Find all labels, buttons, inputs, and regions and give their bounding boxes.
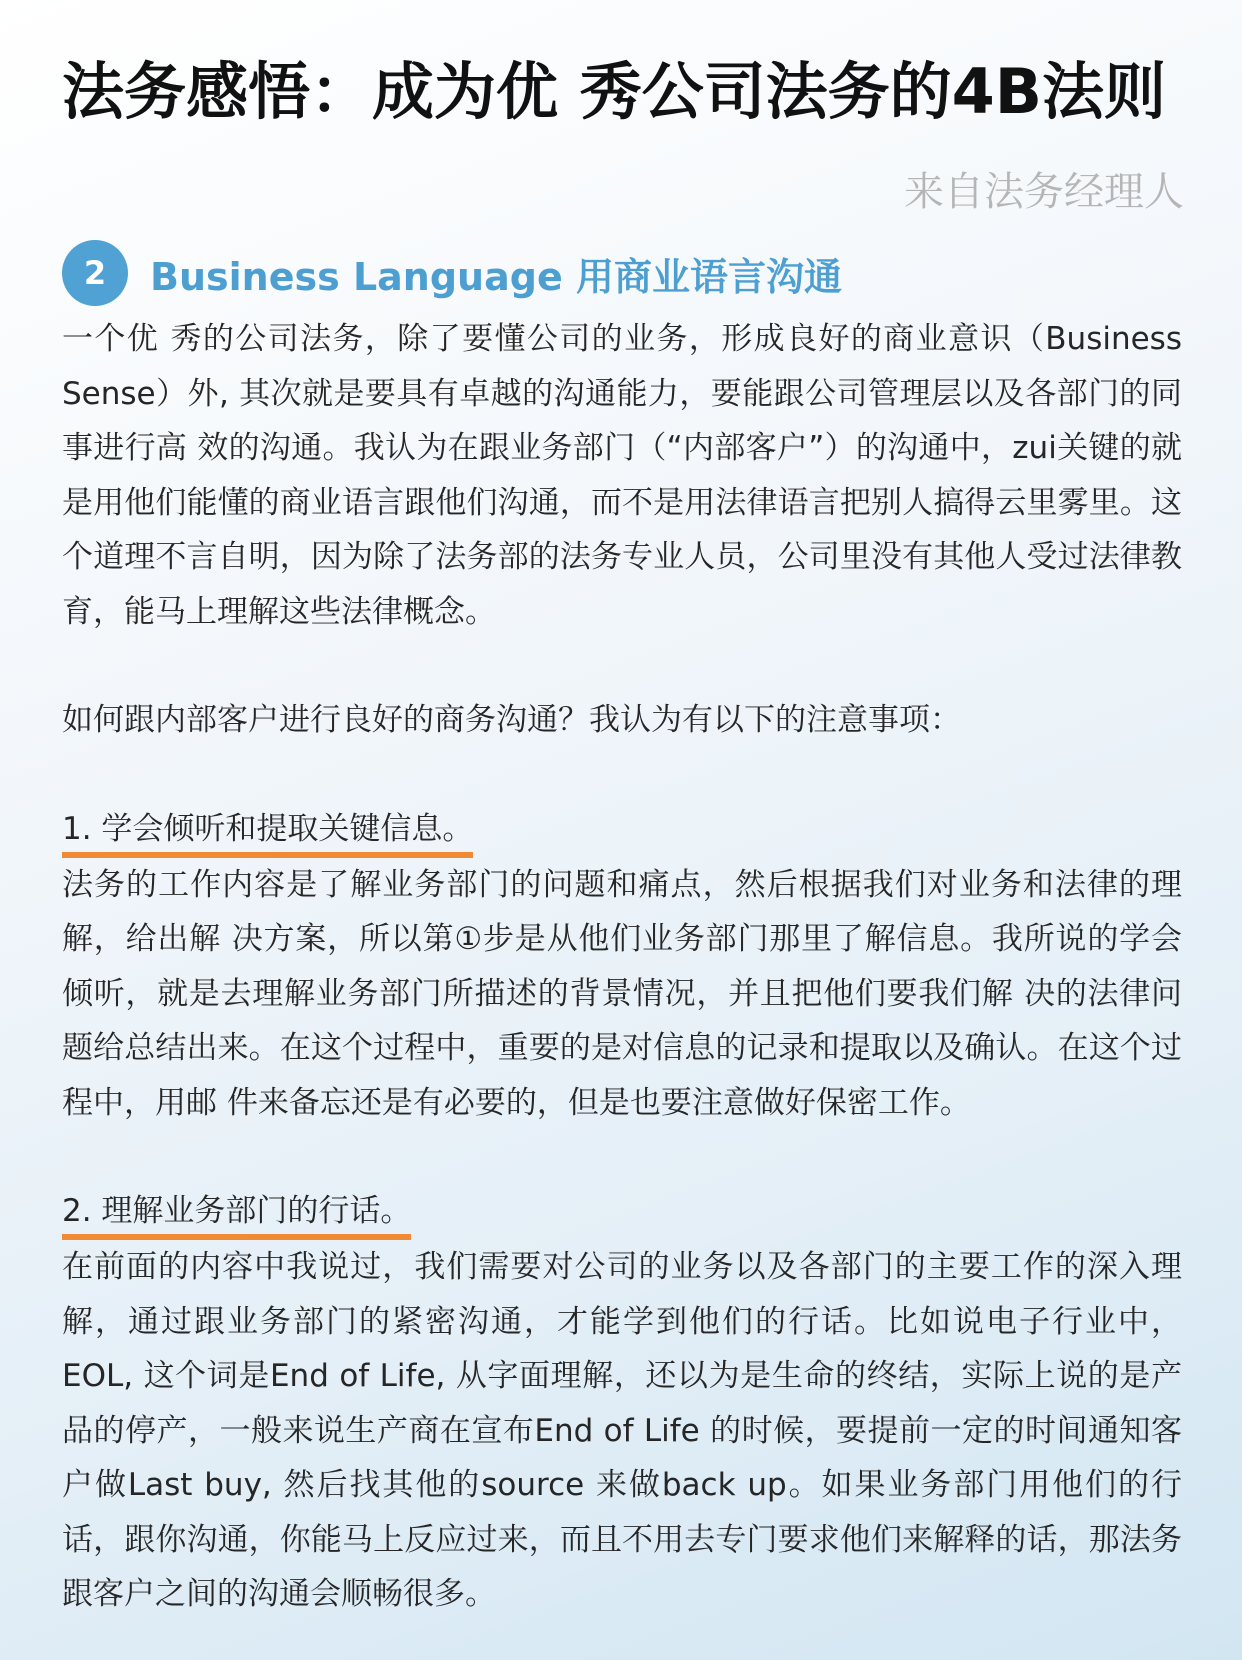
point-1-heading: 1. 学会倾听和提取关键信息。 <box>62 806 473 858</box>
spacer <box>62 639 1182 693</box>
point-2-heading: 2. 理解业务部门的行话。 <box>62 1188 411 1240</box>
spacer <box>62 1130 1182 1184</box>
article-body <box>62 312 1182 1622</box>
section-number-badge: 2 <box>62 240 128 306</box>
point-2-heading-line <box>62 1184 1182 1240</box>
source-label: 来自法务经理人 <box>904 169 1184 215</box>
intro-paragraph: 一个优 秀的公司法务，除了要懂公司的业务，形成良好的商业意识（Business Sense）外, 其次就是要具有卓越的沟通能力，要能跟公司管理层以及各部门的同事进行高 效的沟通。我认为在跟业务部门（“内部客户”）的沟通中，zui关键的就是用他们能懂的商业语言跟他们沟通，而不是用法律语言把别人搞得云里雾里。这个道理不言自明，因为除了法务部的法务专业人员，公司里没有其他人受过法律教育，能马上理解这些法律概念。 <box>62 321 1182 630</box>
point-2-body: 在前面的内容中我说过，我们需要对公司的业务以及各部门的主要工作的深入理解，通过跟业务部门的紧密沟通，才能学到他们的行话。比如说电子行业中，EOL, 这个词是End of Life, 从字面理解，还以为是生命的终结，实际上说的是产品的停产，一般来说生产商在宣布End of Life 的时候，要提前一定的时间通知客户做Last buy, 然后找其他的source 来做back up。如果业务部门用他们的行话，跟你沟通，你能马上反应过来，而且不用去专门要求他们来解释的话，那法务跟客户之间的沟通会顺畅很多。 <box>62 1249 1182 1612</box>
page-title: 法务感悟：成为优 秀公司法务的4B法则 <box>62 55 1166 128</box>
point-1-heading-line <box>62 802 1182 858</box>
section-title: Business Language 用商业语言沟通 <box>150 254 842 299</box>
spacer <box>62 748 1182 802</box>
question-paragraph: 如何跟内部客户进行良好的商务沟通？我认为有以下的注意事项： <box>62 702 961 738</box>
section-header <box>62 240 842 306</box>
point-1-body: 法务的工作内容是了解业务部门的问题和痛点，然后根据我们对业务和法律的理解，给出解 决方案，所以第①步是从他们业务部门那里了解信息。我所说的学会倾听，就是去理解业务部门所描述的背景情况，并且把他们要我们解 决的法律问题给总结出来。在这个过程中，重要的是对信息的记录和提取以及确认。在这个过程中，用邮 件来备忘还是有必要的，但是也要注意做好保密工作。 <box>62 866 1182 1121</box>
